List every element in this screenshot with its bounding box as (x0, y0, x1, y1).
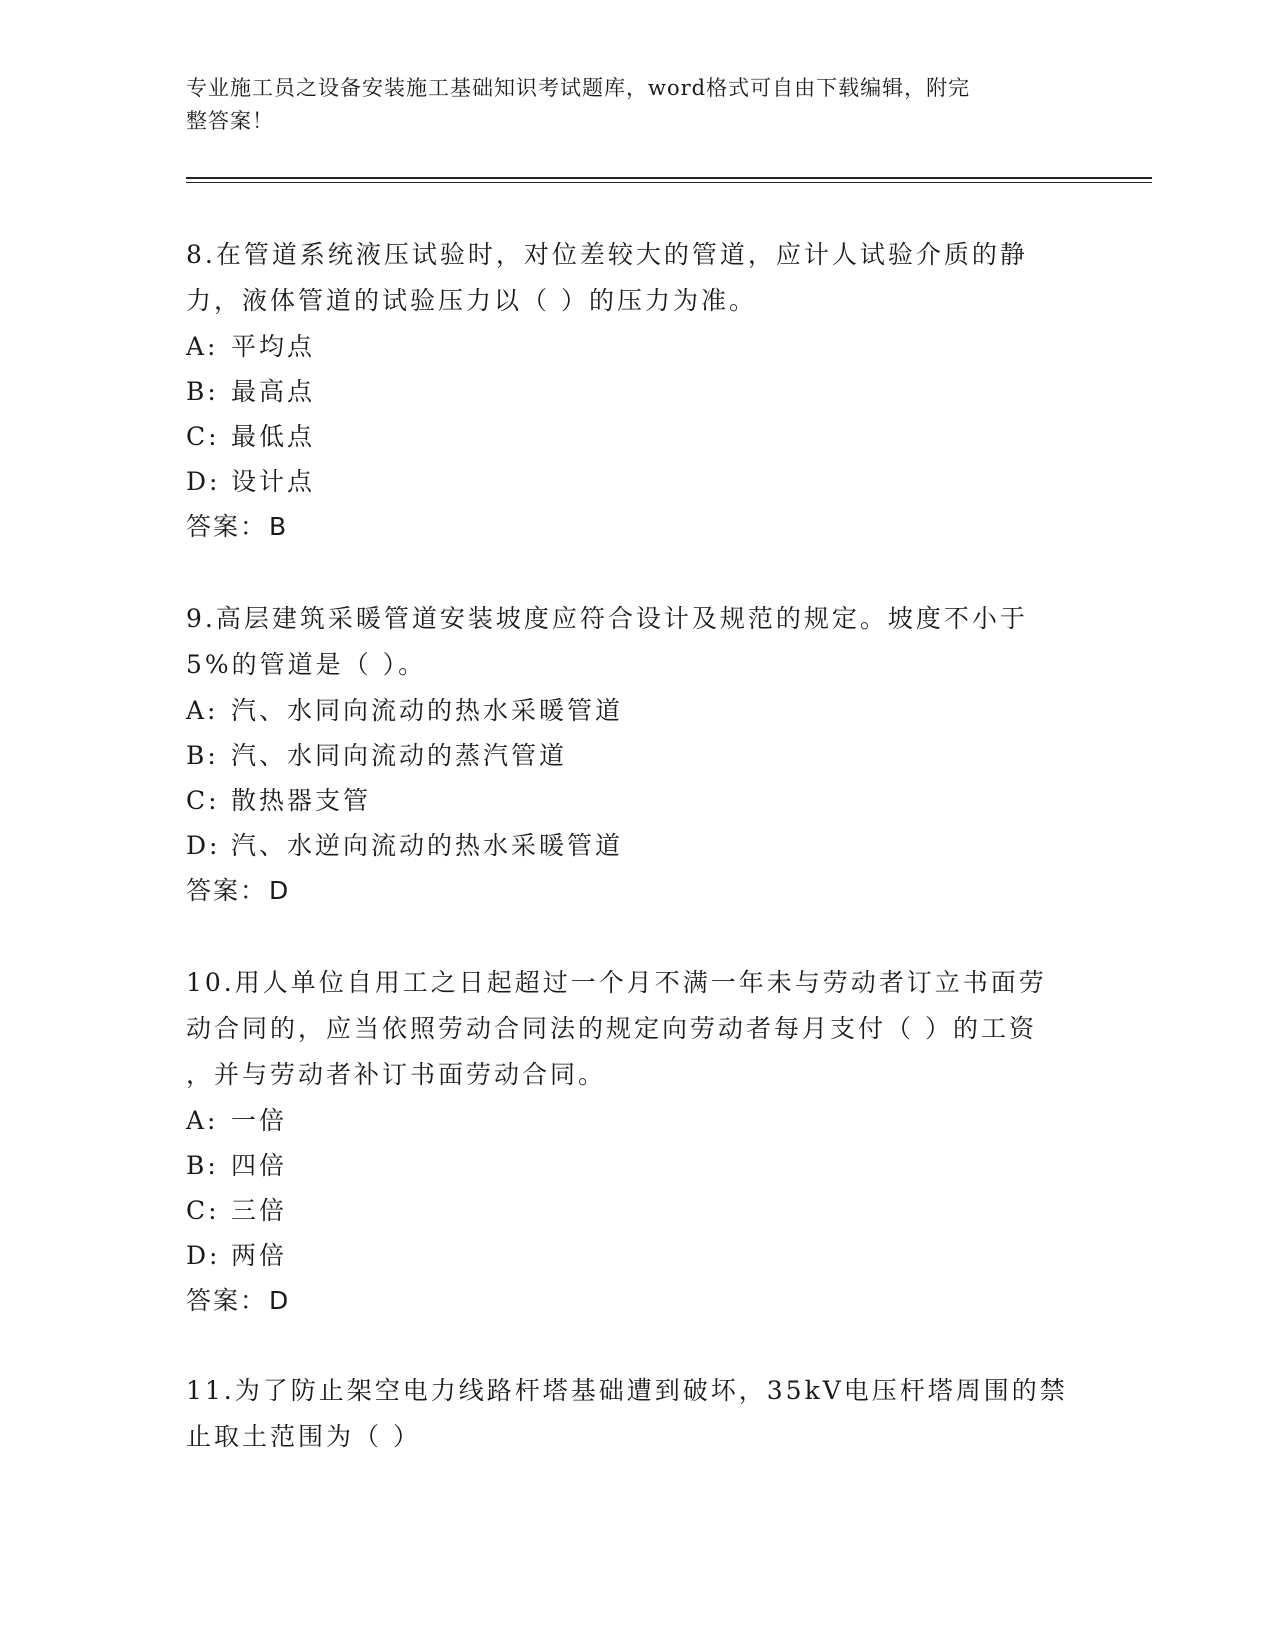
option-letter: D: (186, 1241, 221, 1270)
answer-value: D (269, 876, 291, 905)
question-8 (186, 232, 1086, 550)
question-line: 10.用人单位自用工之日起超过一个月不满一年未与劳动者订立书面劳 (186, 968, 1047, 997)
option-c (186, 778, 1086, 823)
question-9 (186, 596, 1086, 914)
option-letter: B: (186, 741, 219, 770)
question-line: 力，液体管道的试验压力以（ ）的压力为准。 (186, 286, 757, 315)
option-b (186, 733, 1086, 778)
question-line: 止取土范围为（ ） (186, 1422, 421, 1451)
question-line: 动合同的，应当依照劳动合同法的规定向劳动者每月支付（ ）的工资 (186, 1014, 1037, 1043)
header-line-2: 整答案！ (186, 109, 274, 133)
question-line: 9.高层建筑采暖管道安装坡度应符合设计及规范的规定。坡度不小于 (186, 604, 1028, 633)
option-text: 设计点 (231, 467, 316, 496)
option-letter: D: (186, 467, 221, 496)
answer-value: D (269, 1286, 291, 1315)
option-text: 最低点 (231, 422, 316, 451)
question-line: ，并与劳动者补订书面劳动合同。 (186, 1060, 607, 1089)
option-letter: A: (186, 332, 219, 361)
option-d (186, 823, 1086, 868)
option-letter: C: (186, 1196, 220, 1225)
option-letter: A: (186, 1106, 219, 1135)
option-a (186, 324, 1086, 369)
header-divider-top (186, 177, 1152, 179)
option-text: 散热器支管 (231, 786, 372, 815)
option-c (186, 414, 1086, 459)
option-letter: B: (186, 1151, 219, 1180)
option-c (186, 1188, 1086, 1233)
option-text: 三倍 (231, 1196, 288, 1225)
option-text: 汽、水逆向流动的热水采暖管道 (231, 831, 624, 860)
answer-line (186, 868, 1086, 914)
option-b (186, 1143, 1086, 1188)
option-a (186, 688, 1086, 733)
option-text: 两倍 (231, 1241, 288, 1270)
option-letter: A: (186, 696, 219, 725)
answer-value: B (269, 512, 289, 541)
document-header (186, 72, 1066, 138)
question-line: 11.为了防止架空电力线路杆塔基础遭到破坏，35kV电压杆塔周围的禁 (186, 1376, 1068, 1405)
option-d (186, 1233, 1086, 1278)
answer-label: 答案： (186, 876, 268, 905)
option-b (186, 369, 1086, 414)
answer-label: 答案： (186, 1286, 268, 1315)
answer-label: 答案： (186, 512, 268, 541)
header-divider-bottom (186, 182, 1152, 183)
answer-line (186, 1278, 1086, 1324)
option-text: 最高点 (231, 377, 316, 406)
question-11 (186, 1368, 1086, 1460)
question-text (186, 596, 1086, 688)
option-text: 平均点 (231, 332, 316, 361)
question-text (186, 232, 1086, 324)
option-letter: C: (186, 786, 220, 815)
question-line: 8.在管道系统液压试验时，对位差较大的管道，应计人试验介质的静 (186, 240, 1028, 269)
answer-line (186, 504, 1086, 550)
question-line: 5%的管道是（ ）。 (186, 650, 427, 679)
header-line-1: 专业施工员之设备安装施工基础知识考试题库，word格式可自由下载编辑，附完 (186, 76, 971, 100)
option-letter: D: (186, 831, 221, 860)
option-d (186, 459, 1086, 504)
option-letter: C: (186, 422, 220, 451)
question-text (186, 1368, 1086, 1460)
question-10 (186, 960, 1086, 1324)
option-letter: B: (186, 377, 219, 406)
option-text: 一倍 (231, 1106, 288, 1135)
option-text: 四倍 (231, 1151, 288, 1180)
option-a (186, 1098, 1086, 1143)
option-text: 汽、水同向流动的蒸汽管道 (231, 741, 568, 770)
option-text: 汽、水同向流动的热水采暖管道 (231, 696, 624, 725)
question-text (186, 960, 1086, 1098)
